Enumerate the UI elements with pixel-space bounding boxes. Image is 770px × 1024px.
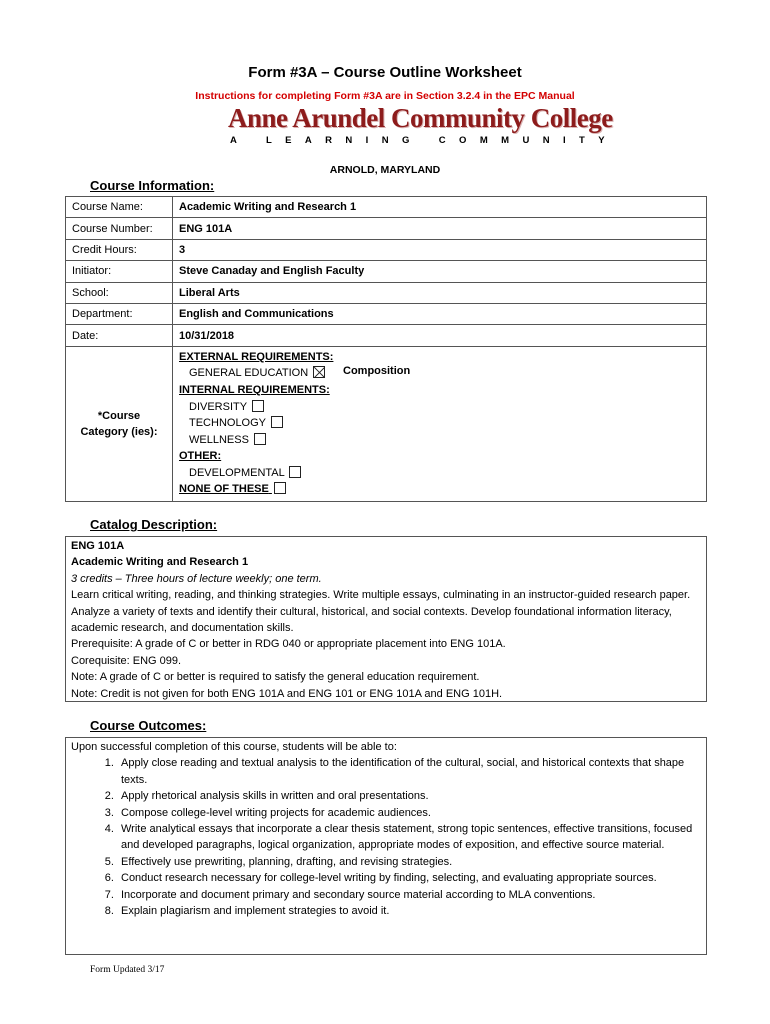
- catalog-corequisite: Corequisite: ENG 099.: [71, 654, 182, 667]
- diversity-option: [179, 399, 700, 416]
- row-label: School:: [66, 282, 173, 303]
- list-item: 1. Apply close reading and textual analysis to the identification of the cultural, social, and historical contexts that shape texts.: [117, 755, 701, 788]
- course-information-table: [65, 196, 707, 502]
- catalog-note: Note: A grade of C or better is required to satisfy the general education requirement.: [71, 671, 480, 684]
- internal-requirements-heading: INTERNAL REQUIREMENTS:: [179, 383, 330, 396]
- technology-option: [179, 415, 700, 432]
- technology-label: TECHNOLOGY: [189, 417, 266, 430]
- other-heading: OTHER:: [179, 450, 222, 463]
- list-item: 3. Compose college-level writing projects for academic audiences.: [117, 805, 701, 821]
- general-education-value: Composition: [343, 364, 411, 377]
- row-label: Department:: [66, 303, 173, 324]
- general-education-option: [179, 365, 700, 382]
- external-requirements-heading: EXTERNAL REQUIREMENTS:: [179, 350, 334, 363]
- catalog-note: Note: Credit is not given for both ENG 101A and ENG 101 or ENG 101A and ENG 101H.: [71, 687, 503, 700]
- row-value: Academic Writing and Research 1: [173, 197, 707, 218]
- list-item: 8. Explain plagiarism and implement strategies to avoid it.: [117, 903, 701, 919]
- list-item: 2. Apply rhetorical analysis skills in written and oral presentations.: [117, 788, 701, 804]
- none-of-these-label: NONE OF THESE: [179, 483, 269, 496]
- table-row: [66, 325, 707, 346]
- table-row: [66, 239, 707, 260]
- row-value: Liberal Arts: [173, 282, 707, 303]
- table-row: [66, 303, 707, 324]
- catalog-credits: 3 credits – Three hours of lecture weekly; one term.: [71, 572, 322, 585]
- row-label: Credit Hours:: [66, 239, 173, 260]
- outcomes-intro: Upon successful completion of this course, students will be able to:: [71, 741, 397, 753]
- list-item: 4. Write analytical essays that incorporate a clear thesis statement, strong topic sentences, effective transitions, focused and developed paragraphs, logical organization, appropriate modes of exposition, and effective source material.: [117, 821, 701, 854]
- wellness-option: [179, 432, 700, 449]
- table-row: [66, 282, 707, 303]
- table-row: [66, 197, 707, 218]
- course-category-options: [173, 346, 707, 501]
- catalog-course-name: Academic Writing and Research 1: [71, 556, 249, 569]
- row-value: 10/31/2018: [173, 325, 707, 346]
- row-label: Course Name:: [66, 197, 173, 218]
- row-value: Steve Canaday and English Faculty: [173, 261, 707, 282]
- catalog-description-heading: Catalog Description:: [90, 517, 218, 532]
- list-item: 5. Effectively use prewriting, planning, drafting, and revising strategies.: [117, 854, 701, 870]
- list-item: 6. Conduct research necessary for college-level writing by finding, selecting, and evaluating appropriate sources.: [117, 870, 701, 886]
- row-label: Initiator:: [66, 261, 173, 282]
- developmental-checkbox[interactable]: [289, 466, 301, 478]
- developmental-option: [179, 465, 700, 482]
- logo-tagline: A LEARNING COMMUNITY: [230, 135, 618, 146]
- form-title: Form #3A – Course Outline Worksheet: [248, 64, 522, 81]
- list-item: 7. Incorporate and document primary and secondary source material according to MLA conventions.: [117, 887, 701, 903]
- technology-checkbox[interactable]: [271, 416, 283, 428]
- course-category-label-line1: *Course: [97, 409, 141, 422]
- row-value: ENG 101A: [173, 218, 707, 239]
- row-label: Course Number:: [66, 218, 173, 239]
- course-category-label: [66, 346, 173, 501]
- catalog-prerequisite: Prerequisite: A grade of C or better in RDG 040 or appropriate placement into ENG 101A.: [71, 638, 506, 651]
- catalog-description-box: [65, 536, 707, 702]
- none-of-these-checkbox[interactable]: [274, 482, 286, 494]
- row-value: 3: [173, 239, 707, 260]
- course-information-heading: Course Information:: [90, 178, 215, 193]
- instructions-note: Instructions for completing Form #3A are in Section 3.2.4 in the EPC Manual: [195, 90, 575, 102]
- row-label: Date:: [66, 325, 173, 346]
- developmental-label: DEVELOPMENTAL: [189, 466, 285, 479]
- table-row: [66, 261, 707, 282]
- course-outcomes-heading: Course Outcomes:: [90, 718, 207, 733]
- diversity-label: DIVERSITY: [189, 400, 247, 413]
- college-logo: [228, 103, 618, 150]
- location-line: ARNOLD, MARYLAND: [329, 164, 441, 176]
- general-education-checkbox[interactable]: [313, 366, 325, 378]
- wellness-checkbox[interactable]: [254, 433, 266, 445]
- general-education-label: GENERAL EDUCATION: [189, 367, 309, 380]
- course-category-row: [66, 346, 707, 501]
- catalog-description-text: Learn critical writing, reading, and thinking strategies. Write multiple essays, culminating in an instructor-guided research paper. Analyze a variety of texts and identify their cultural, historical, and social contexts. Develop foundational information literacy, academic research, and documentation skills.: [71, 589, 691, 635]
- outcomes-list: [71, 755, 701, 919]
- diversity-checkbox[interactable]: [252, 400, 264, 412]
- catalog-course-number: ENG 101A: [71, 540, 125, 552]
- wellness-label: WELLNESS: [189, 433, 249, 446]
- course-outcomes-box: [65, 737, 707, 955]
- row-value: English and Communications: [173, 303, 707, 324]
- form-updated-footer: Form Updated 3/17: [90, 965, 165, 975]
- table-row: [66, 218, 707, 239]
- logo-wordmark: Anne Arundel Community College: [228, 103, 613, 133]
- course-category-label-line2: Category (ies):: [80, 425, 158, 438]
- none-of-these-option: [179, 481, 700, 498]
